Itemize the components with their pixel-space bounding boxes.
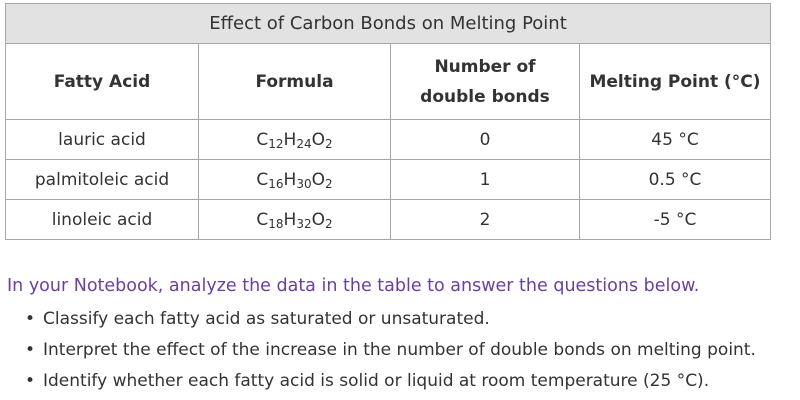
task-list [7, 304, 797, 397]
formula-subscript-h: 30 [296, 176, 312, 191]
task-text: Identify whether each fatty acid is solid or liquid at room temperature (25 °C). [43, 371, 710, 391]
formula-subscript-o: 2 [324, 176, 333, 191]
bullet-icon: • [25, 340, 36, 360]
list-item [7, 366, 797, 397]
table-row [6, 160, 771, 200]
formula-element-o: O [311, 209, 325, 230]
bullet-icon: • [25, 309, 36, 329]
header-formula: Formula [199, 44, 391, 120]
list-item [7, 335, 797, 366]
formula-subscript-o: 2 [324, 136, 333, 151]
melting-point-value: -5 °C [580, 200, 771, 240]
formula-element-c: C [256, 169, 269, 190]
table-header-row [6, 44, 771, 120]
formula-cell [199, 160, 391, 200]
double-bonds-value: 1 [391, 160, 580, 200]
formula-element-o: O [311, 129, 325, 150]
formula-subscript-o: 2 [324, 216, 333, 231]
table-row [6, 120, 771, 160]
data-table-container [5, 3, 770, 240]
table-caption: Effect of Carbon Bonds on Melting Point [6, 4, 771, 44]
melting-point-value: 45 °C [580, 120, 771, 160]
fatty-acid-name: palmitoleic acid [6, 160, 199, 200]
formula-cell [199, 200, 391, 240]
formula-subscript-c: 16 [268, 176, 284, 191]
formula-element-c: C [256, 209, 269, 230]
formula-cell [199, 120, 391, 160]
double-bonds-value: 2 [391, 200, 580, 240]
task-text: Interpret the effect of the increase in the number of double bonds on melting point. [43, 340, 756, 360]
fatty-acid-name: lauric acid [6, 120, 199, 160]
formula-subscript-c: 12 [268, 136, 284, 151]
task-text: Classify each fatty acid as saturated or unsaturated. [43, 309, 490, 329]
instructions-intro: In your Notebook, analyze the data in the table to answer the questions below. [7, 276, 700, 296]
formula-element-h: H [283, 209, 297, 230]
fatty-acid-name: linoleic acid [6, 200, 199, 240]
header-fatty-acid: Fatty Acid [6, 44, 199, 120]
formula-subscript-h: 24 [296, 136, 312, 151]
formula-subscript-h: 32 [296, 216, 312, 231]
double-bonds-value: 0 [391, 120, 580, 160]
formula-element-h: H [283, 129, 297, 150]
table-row [6, 200, 771, 240]
melting-point-value: 0.5 °C [580, 160, 771, 200]
bullet-icon: • [25, 371, 36, 391]
formula-subscript-c: 18 [268, 216, 284, 231]
fatty-acid-table [5, 3, 771, 240]
formula-element-o: O [311, 169, 325, 190]
header-melting-point: Melting Point (°C) [580, 44, 771, 120]
list-item [7, 304, 797, 335]
instructions-section [7, 274, 797, 397]
formula-element-h: H [283, 169, 297, 190]
formula-element-c: C [256, 129, 269, 150]
header-double-bonds: Number of double bonds [391, 44, 580, 120]
